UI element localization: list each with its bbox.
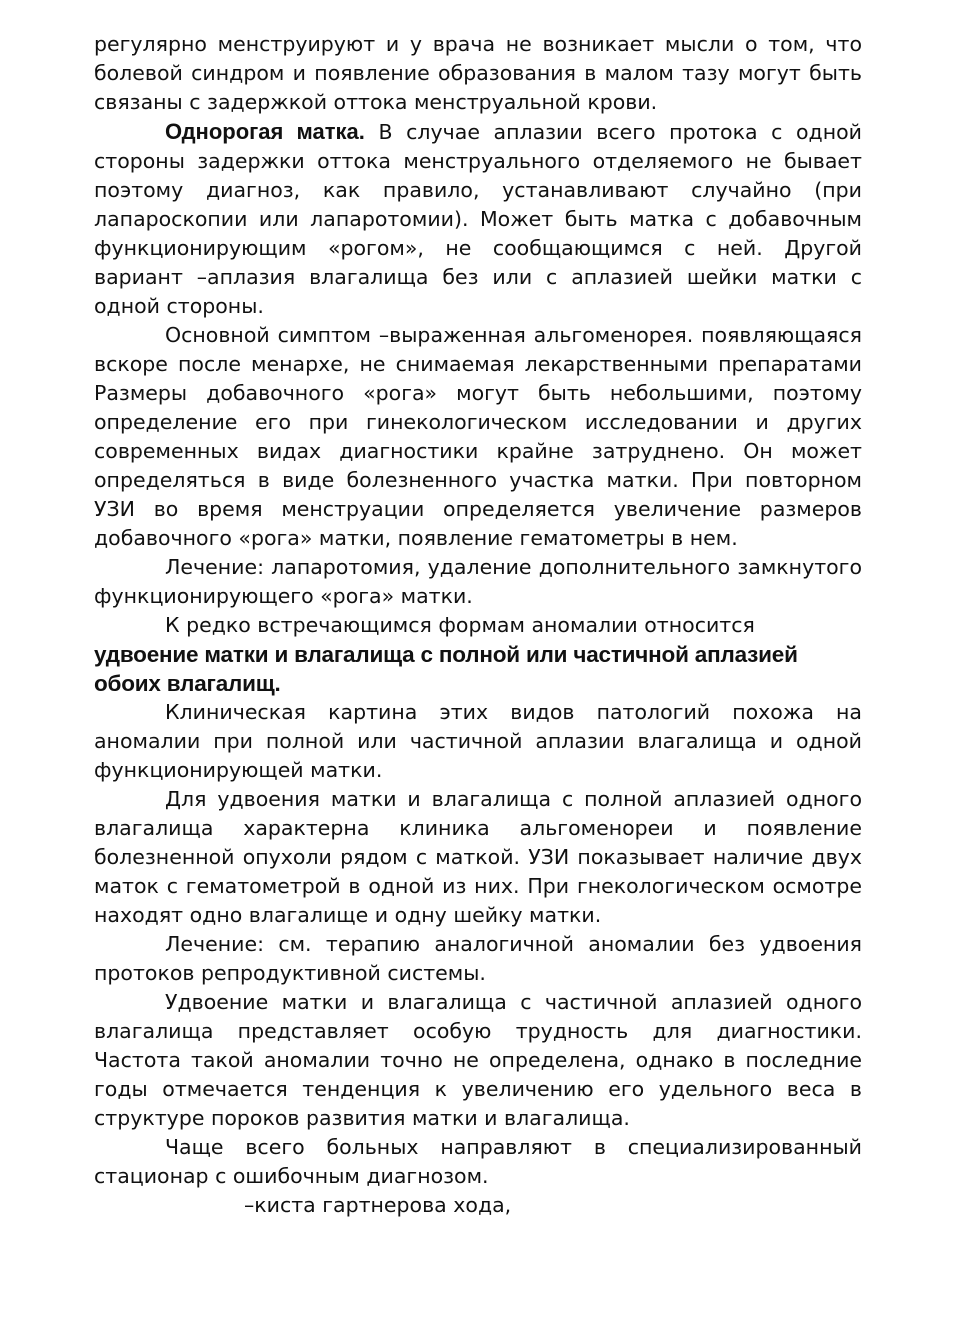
paragraph: Лечение: см. терапию аналогичной аномалии без удвоения протоков репродуктивной системы. bbox=[94, 932, 862, 985]
paragraph-text: В случае аплазии всего протока с одной стороны задержки оттока менструального отделяемого не бывает поэтому диагноз, как правило, устанавливают случайно (при лапароскопии или лапаротомии). Может быть матка с добавочным функционирующим «рогом», не сообщающимся с ней. Другой вариант –аплазия влагалища без или с аплазией шейки матки с одной стороны. bbox=[94, 120, 862, 318]
paragraph: регулярно менструируют и у врача не возникает мысли о том, что болевой синдром и появление образования в малом тазу могут быть связаны с задержкой оттока менструальной крови. bbox=[94, 32, 862, 114]
section-heading: Однорогая матка. bbox=[165, 119, 365, 144]
paragraph: Лечение: лапаротомия, удаление дополнительного замкнутого функционирующего «рога» матки. bbox=[94, 555, 862, 608]
section-heading: удвоение матки и влагалища с полной или частичной аплазией обоих влагалищ. bbox=[94, 642, 798, 696]
list-item: –киста гартнерова хода, bbox=[244, 1193, 512, 1217]
paragraph: Основной симптом –выраженная альгоменорея. появляющаяся вскоре после менархе, не снимаемая лекарственными препаратами Размеры добавочного «рога» могут быть небольшими, поэтому определение его при гинекологическом исследовании и других современных видах диагностики крайне затруднено. Он может определяться в виде болезненного участка матки. При повторном УЗИ во время менструации определяется увеличение размеров добавочного «рога» матки, появление гематометры в нем. bbox=[94, 323, 862, 550]
paragraph: Для удвоения матки и влагалища с полной аплазией одного влагалища характерна клиника альгоменореи и появление болезненной опухоли рядом с маткой. УЗИ показывает наличие двух маток с гематометрой в одной из них. При гнекологическом осмотре находят одно влагалище и одну шейку матки. bbox=[94, 787, 862, 927]
paragraph-unicornuate-uterus bbox=[94, 117, 862, 321]
paragraph: Чаще всего больных направляют в специализированный стационар с ошибочным диагнозом. bbox=[94, 1135, 862, 1188]
document-page bbox=[94, 30, 862, 1220]
paragraph: Удвоение матки и влагалища с частичной аплазией одного влагалища представляет особую трудность для диагностики. Частота такой аномалии точно не определена, однако в последние годы отмечается тенденция к увеличению его удельного веса в структуре пороков развития матки и влагалища. bbox=[94, 990, 862, 1130]
paragraph: К редко встречающимся формам аномалии относится bbox=[165, 613, 755, 637]
paragraph: Клиническая картина этих видов патологий похожа на аномалии при полной или частичной аплазии влагалища и одной функционирующей матки. bbox=[94, 700, 862, 782]
